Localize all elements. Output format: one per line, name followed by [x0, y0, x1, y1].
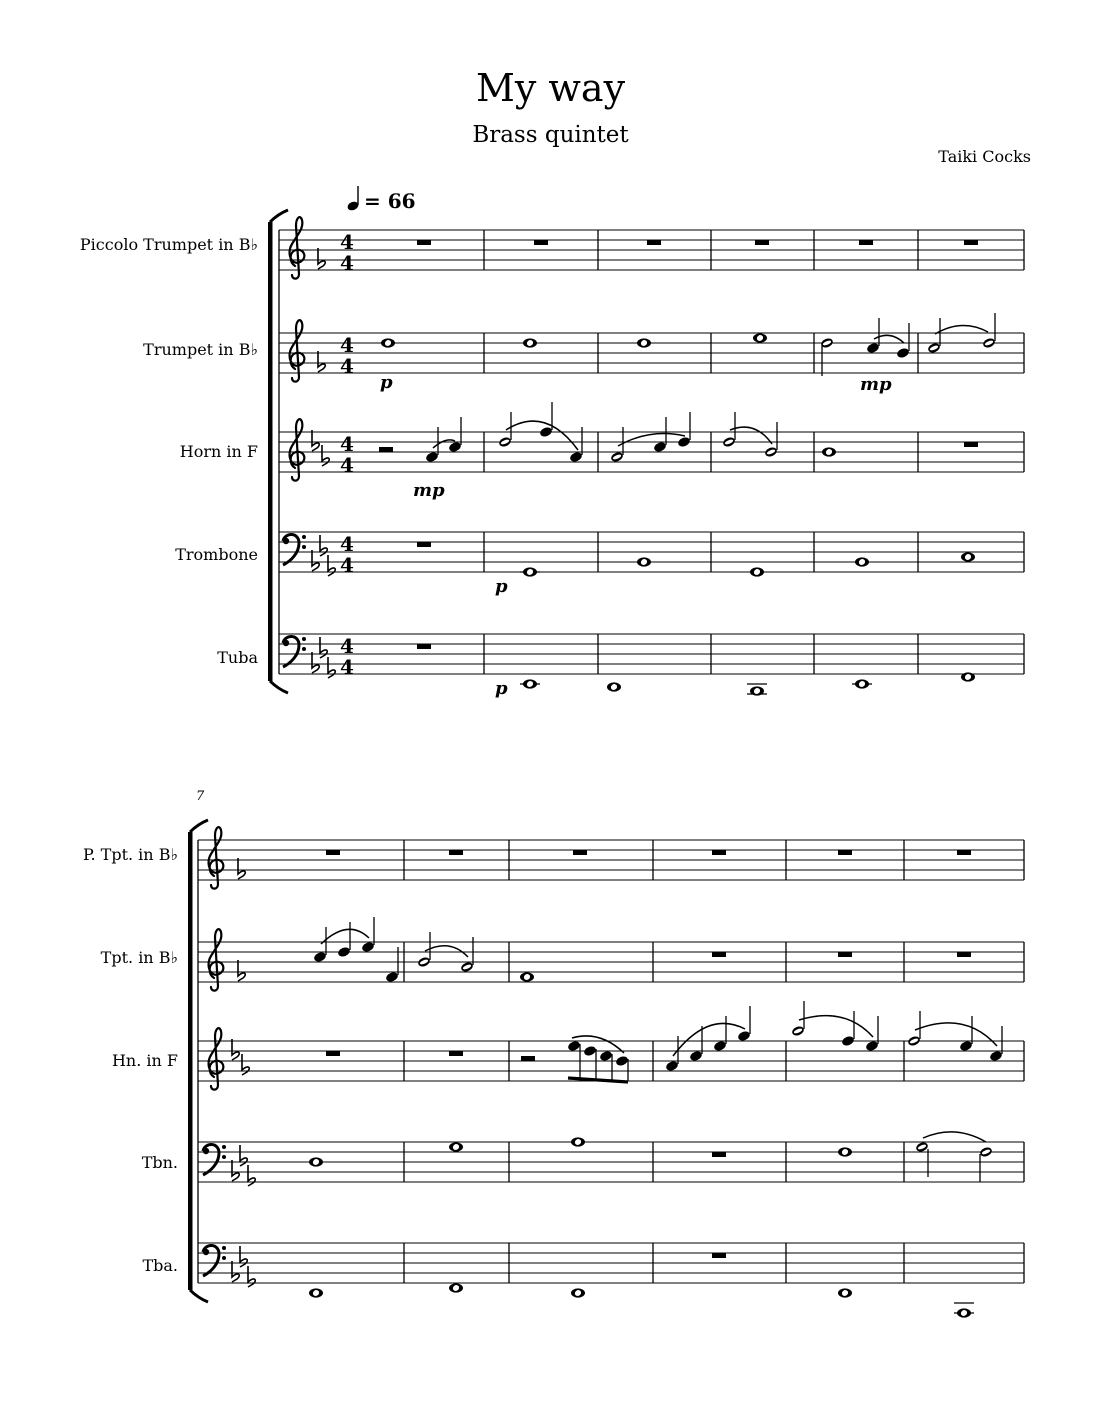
instrument-label-trombone: Trombone [175, 545, 258, 564]
bass-clef-icon [283, 534, 306, 565]
treble-clef-icon [209, 1028, 224, 1090]
instrument-label-tuba: Tuba [217, 648, 258, 667]
time-sig-numerator: 4 [340, 333, 354, 357]
flat-icon [312, 652, 319, 673]
piccolo-trumpet-rests [417, 240, 978, 245]
treble-clef-icon [209, 827, 224, 889]
dynamic-p: p [380, 372, 393, 393]
flat-icon [238, 858, 245, 879]
bass-clef-icon [283, 636, 306, 667]
tuba-notes [417, 644, 975, 699]
instrument-label-piccolo-trumpet: P. Tpt. in B♭ [82, 845, 178, 864]
flat-icon [312, 430, 319, 451]
score-subtitle: Brass quintet [472, 122, 629, 148]
trombone-notes [417, 542, 975, 597]
score-title: My way [475, 66, 626, 110]
dynamic-mp: mp [860, 374, 892, 395]
flat-icon [238, 960, 245, 981]
flat-icon [242, 1054, 249, 1075]
flat-icon [240, 1145, 247, 1166]
flat-icon [248, 1165, 255, 1186]
treble-clef-icon [290, 419, 305, 481]
dynamic-p: p [495, 678, 508, 699]
bass-clef-icon [203, 1144, 226, 1175]
instrument-label-tuba: Tba. [142, 1256, 178, 1275]
time-sig-denominator: 4 [340, 354, 354, 378]
instrument-label-trumpet: Tpt. in B♭ [100, 948, 178, 967]
tempo-marking [346, 186, 415, 213]
flat-icon [240, 1246, 247, 1267]
dynamic-p: p [495, 576, 508, 597]
flat-icon [232, 1160, 239, 1181]
flat-icon [320, 535, 327, 556]
staff-lines [198, 840, 1024, 1283]
flat-icon [318, 248, 325, 269]
time-sig-denominator: 4 [340, 453, 354, 477]
treble-clef-icon [290, 217, 305, 279]
piccolo-trumpet-rests [326, 850, 971, 855]
time-sig-denominator: 4 [340, 553, 354, 577]
instrument-label-horn: Horn in F [179, 442, 258, 461]
instrument-label-horn: Hn. in F [111, 1051, 178, 1070]
eighth-note-group [567, 1036, 629, 1082]
flat-icon [232, 1261, 239, 1282]
flat-icon [328, 657, 335, 678]
time-sig-denominator: 4 [340, 655, 354, 679]
time-sig-denominator: 4 [340, 251, 354, 275]
treble-clef-icon [290, 320, 305, 382]
flat-icon [328, 555, 335, 576]
instrument-label-piccolo-trumpet: Piccolo Trumpet in B♭ [79, 235, 258, 254]
flat-icon [322, 445, 329, 466]
flat-icon [248, 1266, 255, 1287]
trombone-notes [309, 1132, 993, 1182]
instrument-label-trombone: Tbn. [141, 1153, 178, 1172]
tempo-text: = 66 [364, 189, 416, 213]
instrument-label-trumpet: Trumpet in B♭ [143, 340, 258, 359]
time-sig-numerator: 4 [340, 532, 354, 556]
flat-icon [232, 1039, 239, 1060]
flat-icon [312, 550, 319, 571]
trumpet-notes [313, 917, 971, 983]
time-sig-numerator: 4 [340, 634, 354, 658]
dynamic-mp: mp [413, 480, 445, 501]
treble-clef-icon [209, 929, 224, 991]
system-1 [80, 210, 1024, 699]
time-sig-numerator: 4 [340, 432, 354, 456]
trumpet-notes [380, 313, 996, 395]
system-2 [83, 789, 1024, 1318]
time-sig-numerator: 4 [340, 230, 354, 254]
composer-name: Taiki Cocks [938, 147, 1031, 166]
bass-clef-icon [203, 1245, 226, 1276]
measure-number: 7 [196, 789, 205, 804]
flat-icon [320, 637, 327, 658]
flat-icon [318, 351, 325, 372]
